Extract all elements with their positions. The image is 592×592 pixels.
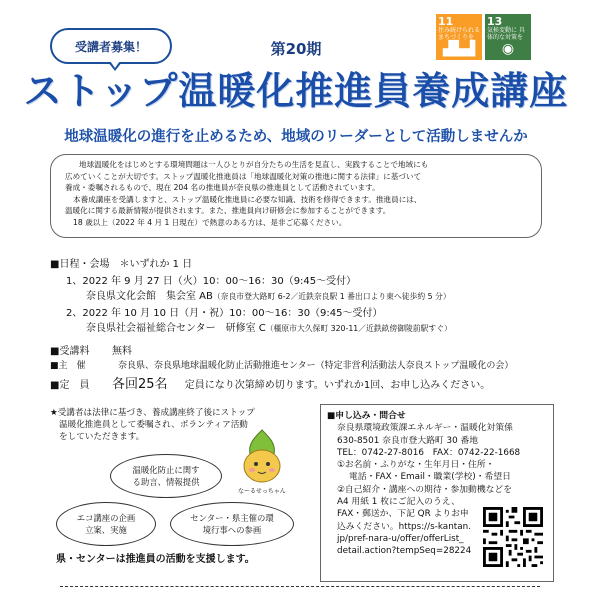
- note-line: をしていただきます。: [59, 432, 145, 442]
- intro-line: 18 歳以上（2022 年 4 月 1 日現在）で熱意のある方は、是非ご応募ください。: [73, 217, 347, 227]
- activity-events: センター・県主催の環境行事への参画: [170, 502, 294, 546]
- recruit-badge: 受講者募集！: [50, 28, 172, 64]
- contact-url[interactable]: detail.action?tempSeq=28224: [337, 546, 472, 557]
- mascot-illustration: [234, 428, 290, 488]
- mascot-name: なーるせっちゃん: [238, 488, 286, 495]
- contact-line: 電話・FAX・Email・職業(学校)・希望日: [349, 472, 511, 483]
- contact-line: ②自己紹介・講座への期待・参加動機などを: [337, 484, 513, 495]
- intro-line: 養成・委嘱されるもので、現在 204 名の推進員が奈良県の推進員として活動されています。: [65, 183, 380, 193]
- sdg-11-icon: 11 住み続けられる まちづくりを ▟▙▟: [436, 14, 482, 60]
- note-line: 温暖化推進員として委嘱され、ボランティア活動: [59, 420, 248, 430]
- schedule-venue-1: [86, 287, 451, 302]
- intro-line: 地球温暖化をはじめとする環境問題は一人ひとりが自分たちの生活を見直し、実践することで地域にも: [79, 160, 429, 169]
- fee-label: ■受講料: [50, 346, 90, 357]
- intro-line: 本養成講座を受講しますと、ストップ温暖化推進員に必要な知識、技術を修得できます。推進員には、: [73, 194, 422, 204]
- eye-globe-icon: ◉: [501, 40, 515, 57]
- schedule-venue-2: [86, 319, 452, 334]
- schedule-date-1: 1、2022 年 9 月 27 日（火）10：00～16：30（9:45～受付）: [66, 276, 357, 287]
- venue-name: 奈良県文化会館 集会室 AB: [86, 291, 213, 302]
- capacity-value: 各回25名: [112, 377, 168, 392]
- fee-row: [50, 342, 132, 357]
- contact-line: 込みください。https://s-kantan.: [337, 521, 471, 532]
- sdg-icons: [436, 14, 531, 60]
- qr-code-icon[interactable]: [483, 507, 543, 567]
- contact-line: 630-8501 奈良市登大路町 30 番地: [337, 435, 479, 446]
- cut-line-divider: [60, 586, 540, 587]
- contact-line: TEL：0742-27-8016 FAX：0742-22-1668: [337, 447, 521, 458]
- organizer-value: 奈良県、奈良県地球温暖化防止活動推進センター（特定非営利活動法人奈良ストップ温暖化の会）: [118, 361, 514, 371]
- contact-box: [320, 404, 554, 582]
- activity-eco-lecture: エコ講座の企画立案、実施: [56, 502, 156, 546]
- contact-line: 奈良県環境政策課エネルギー・温暖化対策係: [337, 423, 513, 434]
- page-subtitle: 地球温暖化の進行を止めるため、地域のリーダーとして活動しませんか: [64, 129, 528, 145]
- note-line: ★受講者は法律に基づき、養成講座終了後にストップ: [50, 408, 255, 418]
- intro-line: 温暖化に関する最新情報が提供されます。また、推進員向け研修会に参加することができます。: [65, 206, 391, 216]
- contact-heading: ■申し込み・問合せ: [327, 411, 406, 421]
- schedule-heading: ■日程・会場 ＊いずれか 1 日: [50, 259, 193, 270]
- sdg-13-icon: 13 気候変動に 具体的な対策を ◉: [485, 14, 531, 60]
- contact-url[interactable]: jp/pref-nara-u/offer/offerList_: [337, 533, 464, 544]
- capacity-row: [50, 373, 490, 392]
- contact-line: ①お名前・ふりがな・生年月日・住所・: [337, 460, 495, 471]
- intro-box: [50, 154, 542, 238]
- organizer-row: [50, 358, 513, 371]
- fee-value: 無料: [112, 346, 132, 357]
- contact-line: FAX・郵送か、下記 QR よりお申: [337, 509, 469, 520]
- edition-label: 第20期: [270, 40, 322, 58]
- building-icon: ▟▙▟: [442, 40, 476, 57]
- activity-advice: 温暖化防止に関する助言、情報提供: [110, 454, 222, 498]
- venue-note: （橿原市大久保町 320-11／近鉄畝傍御陵前駅すぐ）: [265, 324, 452, 333]
- support-note: 県・センターは推進員の活動を支援します。: [56, 554, 255, 565]
- organizer-label: ■主 催: [50, 361, 86, 371]
- contact-line: A4 用紙 1 枚にご記入のうえ、: [337, 497, 460, 508]
- venue-note: （奈良市登大路町 6-2／近鉄奈良駅 1 番出口より東へ徒歩約 5 分）: [212, 292, 451, 301]
- page-title: ストップ温暖化推進員養成講座: [23, 69, 569, 113]
- schedule-date-2: 2、2022 年 10 月 10 日（月・祝）10：00～16：30（9:45～受付）: [66, 308, 383, 319]
- capacity-note: 定員になり次第締め切ります。いずれか1回、お申し込みください。: [184, 380, 491, 391]
- intro-line: 広めていくことが大切です。ストップ温暖化推進員は「地球温暖化対策の推進に関する法律」に基づいて: [65, 171, 422, 181]
- venue-name: 奈良県社会福祉総合センター 研修室 C: [86, 323, 266, 334]
- capacity-label: ■定 員: [50, 380, 90, 391]
